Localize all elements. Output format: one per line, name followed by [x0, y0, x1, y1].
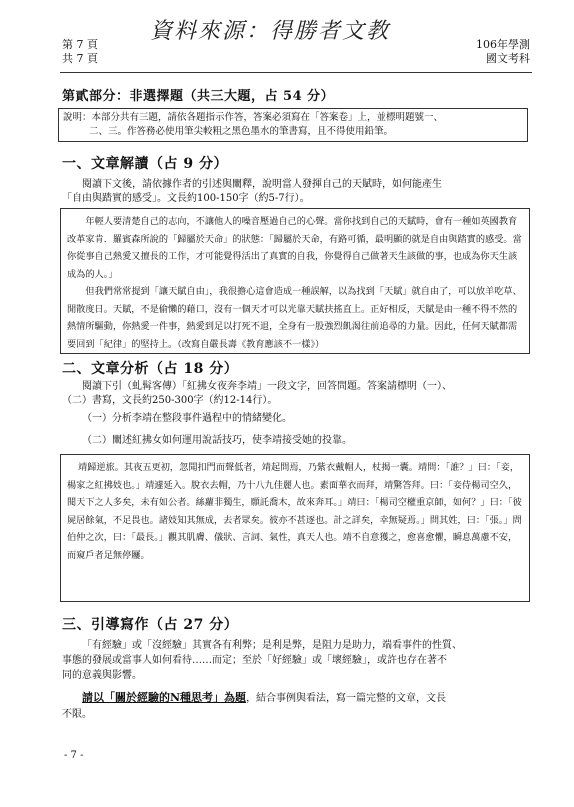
section-2-question-1: （一）分析李靖在整段事件過程中的情緒變化。	[82, 413, 292, 424]
total-pages: 共 7 頁	[62, 52, 98, 65]
header-left	[62, 38, 122, 66]
section-3-prompt-line-2: 事態的發展或當事人如何看待……而定；至於「好經驗」或「壞經驗」，或許也存在著不	[62, 655, 447, 666]
section-3-task	[62, 690, 532, 723]
page-indicator: 第 7 頁	[62, 38, 98, 51]
section-2-passage: 靖歸逆旅。其夜五更初，忽聞扣門而聲低者，靖起問焉，乃紫衣戴帽人，杖揭一囊。靖問：「誰？」曰：「妾，楊家之紅拂妓也。」靖遽延入。脫衣去帽，乃十八九佳麗人也。素面華衣而拜，靖驚答拜。曰：「妾侍楊司空久，閱天下之人多矣，未有如公者。絲蘿非獨生，願託喬木，故來奔耳。」靖曰：「楊司空權重京師，如何？」曰：「彼屍居餘氣，不足畏也。諸妓知其無成，去者眾矣。彼亦不甚逐也。計之詳矣，幸無疑焉。」問其姓，曰：「張。」問伯仲之次，曰：「最長。」觀其肌膚、儀狀、言詞、氣性，真天人也。靖不自意獲之，愈喜愈懼，瞬息萬慮不安，而窺戶者足無停屨。	[67, 462, 522, 561]
section-2-prompt-line-1: 閱讀下引（虬髯客傳）「紅拂女夜奔李靖」一段文字，回答問題。答案請標明（一）、	[82, 381, 452, 392]
section-1-passage-paragraph-2: 但我們常常提到「讓天賦自由」，我很擔心這會造成一種誤解，以為找到「天賦」就自由了，可以放羊吃草、閒散度日。天賦，不是偷懶的藉口，沒有一個天才可以光靠天賦扶搖直上。正好相反，天賦是由一種不得不然的熱情所驅動，你熱愛一件事，熱愛到足以打死不退，全身有一股強烈飢渴往前追尋的力量。因此，任何天賦都需要回到「紀律」的堅持上。（改寫自嚴長壽《教育應該不一樣》）	[67, 286, 522, 350]
handwritten-source-note: 資料來源：得勝者文教	[150, 19, 391, 44]
part-title: 第貳部分：非選擇題（共三大題，占 54 分）	[62, 89, 335, 104]
subject: 國文考科	[486, 52, 530, 65]
section-3-task-title: 請以「關於經驗的N種思考」為題	[82, 691, 247, 704]
section-2-passage-box	[60, 454, 530, 602]
section-3-prompt-line-1: 「有經驗」或「沒經驗」其實各有利弊；是利是弊，是阻力是助力，端看事件的性質、	[82, 640, 462, 651]
section-3-task-text: ，結合事例與看法，寫一篇完整的文章，文長	[246, 693, 447, 704]
exam-year: 106年學測	[476, 38, 530, 51]
section-1-title: 一、文章解讀（占 9 分）	[62, 156, 228, 172]
header-divider	[60, 72, 532, 73]
section-2-question-2: （二）闡述紅拂女如何運用說話技巧，使李靖接受她的投靠。	[82, 435, 352, 446]
section-1-passage-box	[60, 208, 530, 354]
section-1-passage-paragraph-1: 年輕人要清楚自己的志向，不讓他人的噪音壓過自己的心聲。當你找到自己的天賦時，會有一種如英國教育改革家肯．羅賓森所說的「歸屬於天命」的狀態：「歸屬於天命，有路可循，最明顯的就是自由與踏實的感受。當你從事自己熱愛又擅長的工作，才可能覺得活出了真實的自我，你覺得自己做著天生該做的事，也成為你天生該成為的人。」	[67, 216, 522, 280]
section-3-prompt-line-3: 同的意義與影響。	[62, 670, 142, 681]
section-1-prompt-line-2: 「自由與踏實的感受」。文長約100-150字（約5-7行）。	[62, 193, 310, 204]
section-3-title: 三、引導寫作（占 27 分）	[62, 617, 239, 633]
section-1-prompt-line-1: 閱讀下文後，請依據作者的引述與闡釋，說明當人發揮自己的天賦時，如何能產生	[82, 179, 442, 190]
section-3-prompt	[62, 638, 532, 683]
instructions-line-2: 二、三。作答務必使用筆尖較粗之黑色墨水的筆書寫，且不得使用鉛筆。	[89, 126, 394, 137]
section-3-task-text-2: 不限。	[62, 709, 92, 720]
instructions-line-1: 說明：本部分共有三題，請依各題指示作答，答案必須寫在「答案卷」上，並標明題號一、	[63, 112, 444, 123]
section-2-title: 二、文章分析（占 18 分）	[62, 361, 239, 377]
page-footer-number: - 7 -	[64, 750, 84, 761]
section-2-prompt-line-2: （二）書寫，文長約250-300字（約12-14行）。	[62, 395, 278, 406]
section-1-prompt	[62, 178, 532, 206]
header-right	[430, 38, 530, 66]
instructions-box	[58, 108, 528, 142]
section-2-prompt	[62, 380, 532, 408]
